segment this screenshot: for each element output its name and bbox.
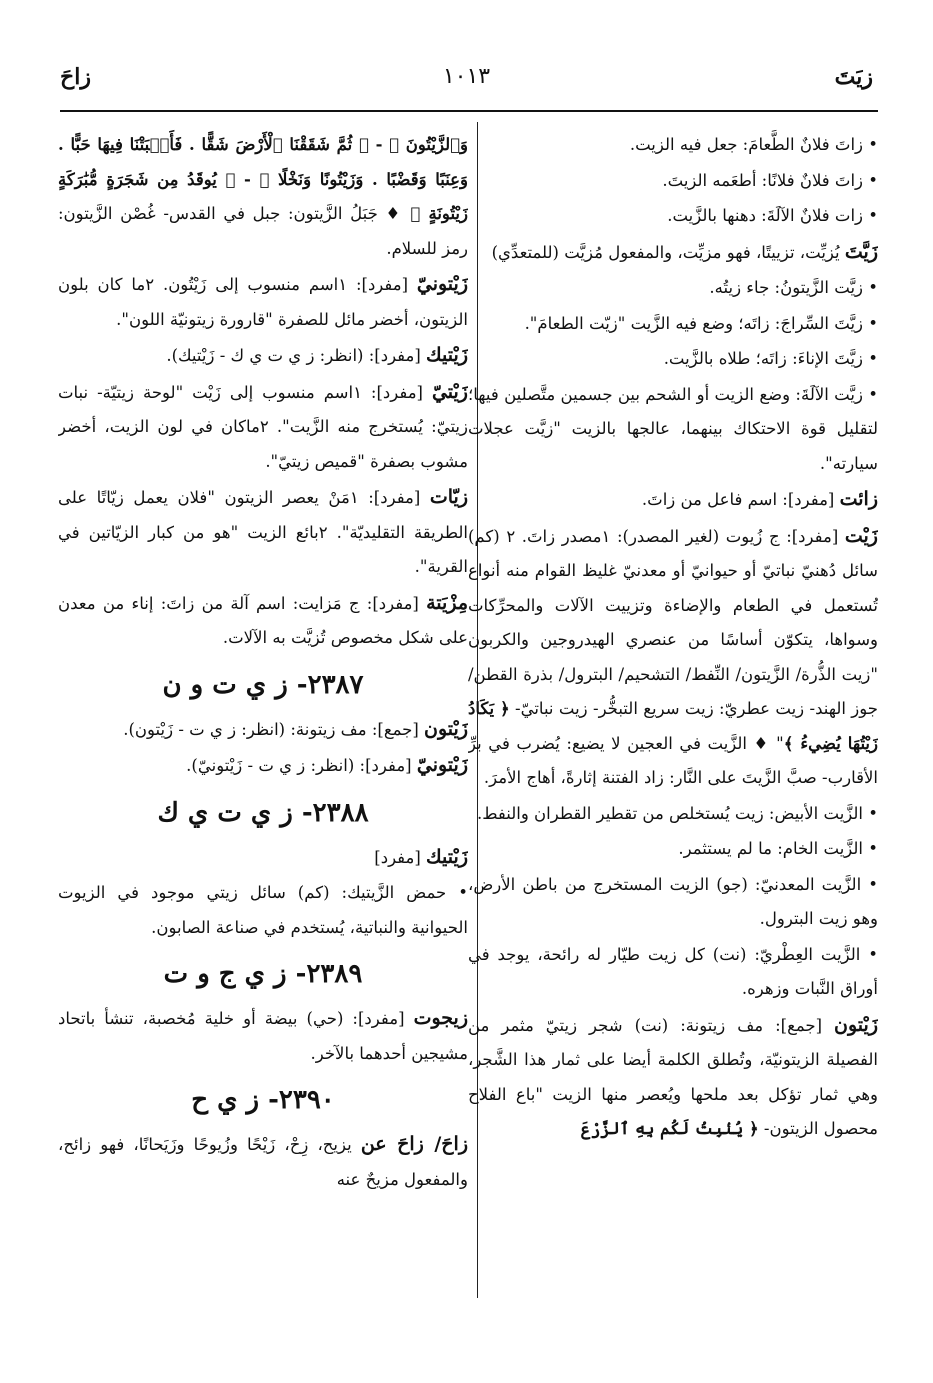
dictionary-entry (468, 307, 878, 342)
entry-text: • الزَّيت العِطْريّ: (نت) كل زيت طيّار له رائحة، يوجد في أوراق النَّبات وزهره. (468, 944, 878, 998)
entry-text: • زيَّت الزَّيتونُ: جاء زيتُه. (709, 278, 878, 297)
page-number: ١٠١٣ (442, 64, 491, 89)
entry-text: " ♦ الزَّيت في العجين لا يضيع: يُضرب في برِّ الأقارب- صبَّ الزَّيتَ على النَّار: زاد الفتنة إثارةً، أهاج الأمرَ. (468, 733, 878, 787)
dictionary-entry (468, 271, 878, 306)
entry-text: • الزَّيت الأبيض: زيت يُستخلص من تقطير القطران والنفط. (477, 803, 878, 823)
dictionary-entry (58, 712, 468, 748)
entry-text: [مفرد]: (انظر: ز ي ت - زَيْتونيّ). (186, 756, 417, 775)
quran-quote: ﴿ يَكَادُ زَيْتُهَا يُضِيءُ ﴾ (468, 699, 878, 753)
entry-text: [مفرد]: ١اسم منسوب إلى زَيْت "لوحة زيتيّة- نبات زيتيّ: يُستخرج منه الزَّيت". ٢ماكان في لون الزيت، أخضر مشوب بصفرة "قميص زيتيّ". (58, 382, 468, 471)
entry-text: [مفرد]: (حي) بيضة أو خلية مُخصبة، تنشأ باتحاد مشيجين أحدهما بالآخر. (58, 1009, 468, 1063)
headword: مِزْيَتة (426, 591, 468, 614)
entry-text: • زيَّتَ السِّراجَ: زاتَه؛ وضع فيه الزَّيت "زيّت الطعامَ". (524, 313, 878, 333)
entry-text: [مفرد]: ١اسم منسوب إلى زَيْتُون. ٢ما كان بلون الزيتون، أخضر مائل للصفرة "قارورة زيتونيّة اللون". (58, 275, 468, 329)
dictionary-entry (58, 128, 468, 266)
headword: زَيْتون (834, 1013, 878, 1036)
headword: زَيَّتَ (844, 240, 878, 263)
dictionary-entry (58, 1127, 468, 1197)
dictionary-entry (58, 1001, 468, 1071)
root-section-heading: ٢٣٩٠- ز ي ح (191, 1085, 335, 1115)
headword: زَيْتيك (426, 344, 468, 366)
dictionary-entry (468, 128, 878, 163)
header-rule (60, 110, 878, 112)
headword: زَيْتيّ (431, 380, 468, 403)
headword: زَيْتونيّ (416, 273, 468, 295)
left-column (58, 128, 468, 1198)
entry-text: [مفرد] (374, 847, 427, 867)
dictionary-entry (468, 519, 878, 796)
dictionary-entry (468, 938, 878, 1007)
entry-text: • زاتَ فلانٌ فلانًا: أطعَمه الزيتَ. (662, 170, 878, 190)
dictionary-entry (468, 199, 878, 234)
headword: زيجوت (413, 1007, 468, 1029)
entry-text: • الزَّيت الخام: ما لم يستثمر. (678, 839, 878, 858)
dictionary-entry (58, 480, 468, 585)
headword: زيّات (429, 486, 468, 508)
headword: زَيْتيك (426, 845, 468, 868)
root-section-heading: ٢٣٨٩- ز ي ج و ت (163, 959, 363, 989)
dictionary-entry (468, 342, 878, 377)
root-section-heading: ٢٣٨٧- ز ي ت و ن (162, 669, 364, 700)
headword: زَيْت (844, 524, 878, 547)
entry-text: [مفرد]: ج زُيوت (لغير المصدر): ١مصدر زاتَ. ٢ (كم) سائل دُهنيّ نباتيّ أو حيوانيّ أو معدنيّ غليظ القوام منه أنواع تُستعمل في الطعام والإضاءة وتزييت الآلات والمحرِّكات وسواها، يتكوّن أساسًا من عنصري الهيدروجين والكربون "زيت الذُّرة/ الزَّيتون/ النِّفط/ التشحيم/ البترول/ بذرة القطن/ جوز الهند- زيت عطريّ: زيت سريع التبخُّر- زيت نباتيّ- (468, 526, 878, 718)
right-column (468, 128, 878, 1148)
dictionary-entry (468, 868, 878, 937)
headword: زَيْتونيّ (416, 754, 468, 776)
headword: زَيْتون (424, 717, 468, 740)
root-section-heading: ٢٣٨٨- ز ي ت ي ك (157, 797, 369, 828)
dictionary-entry (58, 338, 468, 374)
entry-text: • زاتَ فلانٌ الطَّعامَ: جعل فيه الزيت. (629, 135, 878, 154)
entry-text: • زيَّت الآلَةَ: وضع الزيت أو الشحم بين جسمين متَّصلين فيها؛ لتقليل قوة الاحتكاك بينهما، عالجها بالزيت "زيَّت عجلات سيارته". (468, 384, 878, 473)
entry-text: ♦ جَبَلُ الزَّيتون: جبل في القدس- غُصْن الزَّيتون: رمز للسلام. (58, 204, 468, 258)
headword: زاحَ/ زاحَ عن (360, 1133, 468, 1155)
dictionary-entry (58, 267, 468, 337)
dictionary-entry (468, 1008, 878, 1147)
entry-text: • الزَّيت المعدنيّ: (جو) الزيت المستخرج من باطن الأرض، وهو زيت البترول. (468, 874, 878, 928)
entry-text: • زات فلانٌ الآلَةَ: دهنها بالزَّيت. (667, 206, 878, 225)
entry-text: [مفرد]: ١مَنْ يعصر الزيتون "فلان يعمل زيّاتًا على الطريقة التقليديّة". ٢بائع الزيت "هو من كبار الزيّاتين في القرية". (58, 488, 468, 576)
entry-text: [مفرد]: ج مَزايت: اسم آلة من زاتَ: إناء من معدن على شكل مخصوص تُزيَّت به الآلات. (58, 593, 468, 647)
dictionary-entry (468, 797, 878, 832)
entry-text: يُزيِّت، تزييتًا، فهو مزيِّت، والمفعول مُزيَّت (للمتعدِّي) (491, 242, 845, 262)
entry-text: [مفرد]: اسم فاعل من زاتَ. (641, 490, 840, 509)
entry-text: • زيَّتَ الإناءَ: زاتَه؛ طلاه بالزَّيت. (663, 349, 878, 368)
entry-text: • حمض الزَّيتيك: (كم) سائل زيتي موجود في الزيوت الحيوانية والنباتية، يُستخدم في صناعة الصابون. (58, 883, 468, 937)
quran-quote: وَٱلزَّيْتُونَ ﴾ - ﴿ ثُمَّ شَقَقْنَا ٱلْأَرْضَ شَقًّا . فَأَنۢبَتْنَا فِيهَا حَبًّا . وَعِنَبًا وَقَضْبًا . وَزَيْتُونًا وَنَخْلًا ﴾ - ﴿ يُوقَدُ مِن شَجَرَةٍ مُّبَٰرَكَةٍ زَيْتُونَةٍ ﴾ (58, 135, 468, 223)
dictionary-entry (58, 840, 468, 876)
dictionary-entry (468, 482, 878, 518)
dictionary-entry (468, 164, 878, 199)
header-guide-word-right: زيَتَ (834, 64, 873, 90)
dictionary-entry (58, 876, 468, 945)
dictionary-entry (468, 832, 878, 867)
dictionary-entry (468, 235, 878, 271)
headword: زائت (839, 488, 878, 510)
page-header (60, 60, 873, 104)
entry-text: يزيح، زِحْ، زَيْحًا وزُيوحًا وزَيَحانًا، فهو زائح، والمفعول مزيحٌ عنه (58, 1135, 468, 1189)
dictionary-entry (58, 375, 468, 480)
dictionary-entry (468, 378, 878, 482)
header-guide-word-left: زاحَ (60, 64, 91, 90)
entry-text: [مفرد]: (انظر: ز ي ت ي ك - زَيْتيك). (166, 346, 427, 365)
dictionary-entry (58, 748, 468, 784)
entry-text: [جمع]: مف زيتونة: (انظر: ز ي ت - زَيْتون). (123, 719, 425, 739)
dictionary-entry (58, 586, 468, 656)
entry-text: [جمع]: مف زيتونة: (نت) شجر زيتيّ مثمر من الفصيلة الزيتونيّة، وتُطلق الكلمة أيضا على ثمار هذا الشَّجر، وهي ثمار تؤكل بعد ملحها ويُعصر منها الزيت "باع الفلاح محصول الزيتون- (468, 1015, 878, 1138)
quran-quote: ﴿ يُنۢبِتُ لَكُم بِهِ ٱلزَّرْعَ (581, 1119, 759, 1138)
